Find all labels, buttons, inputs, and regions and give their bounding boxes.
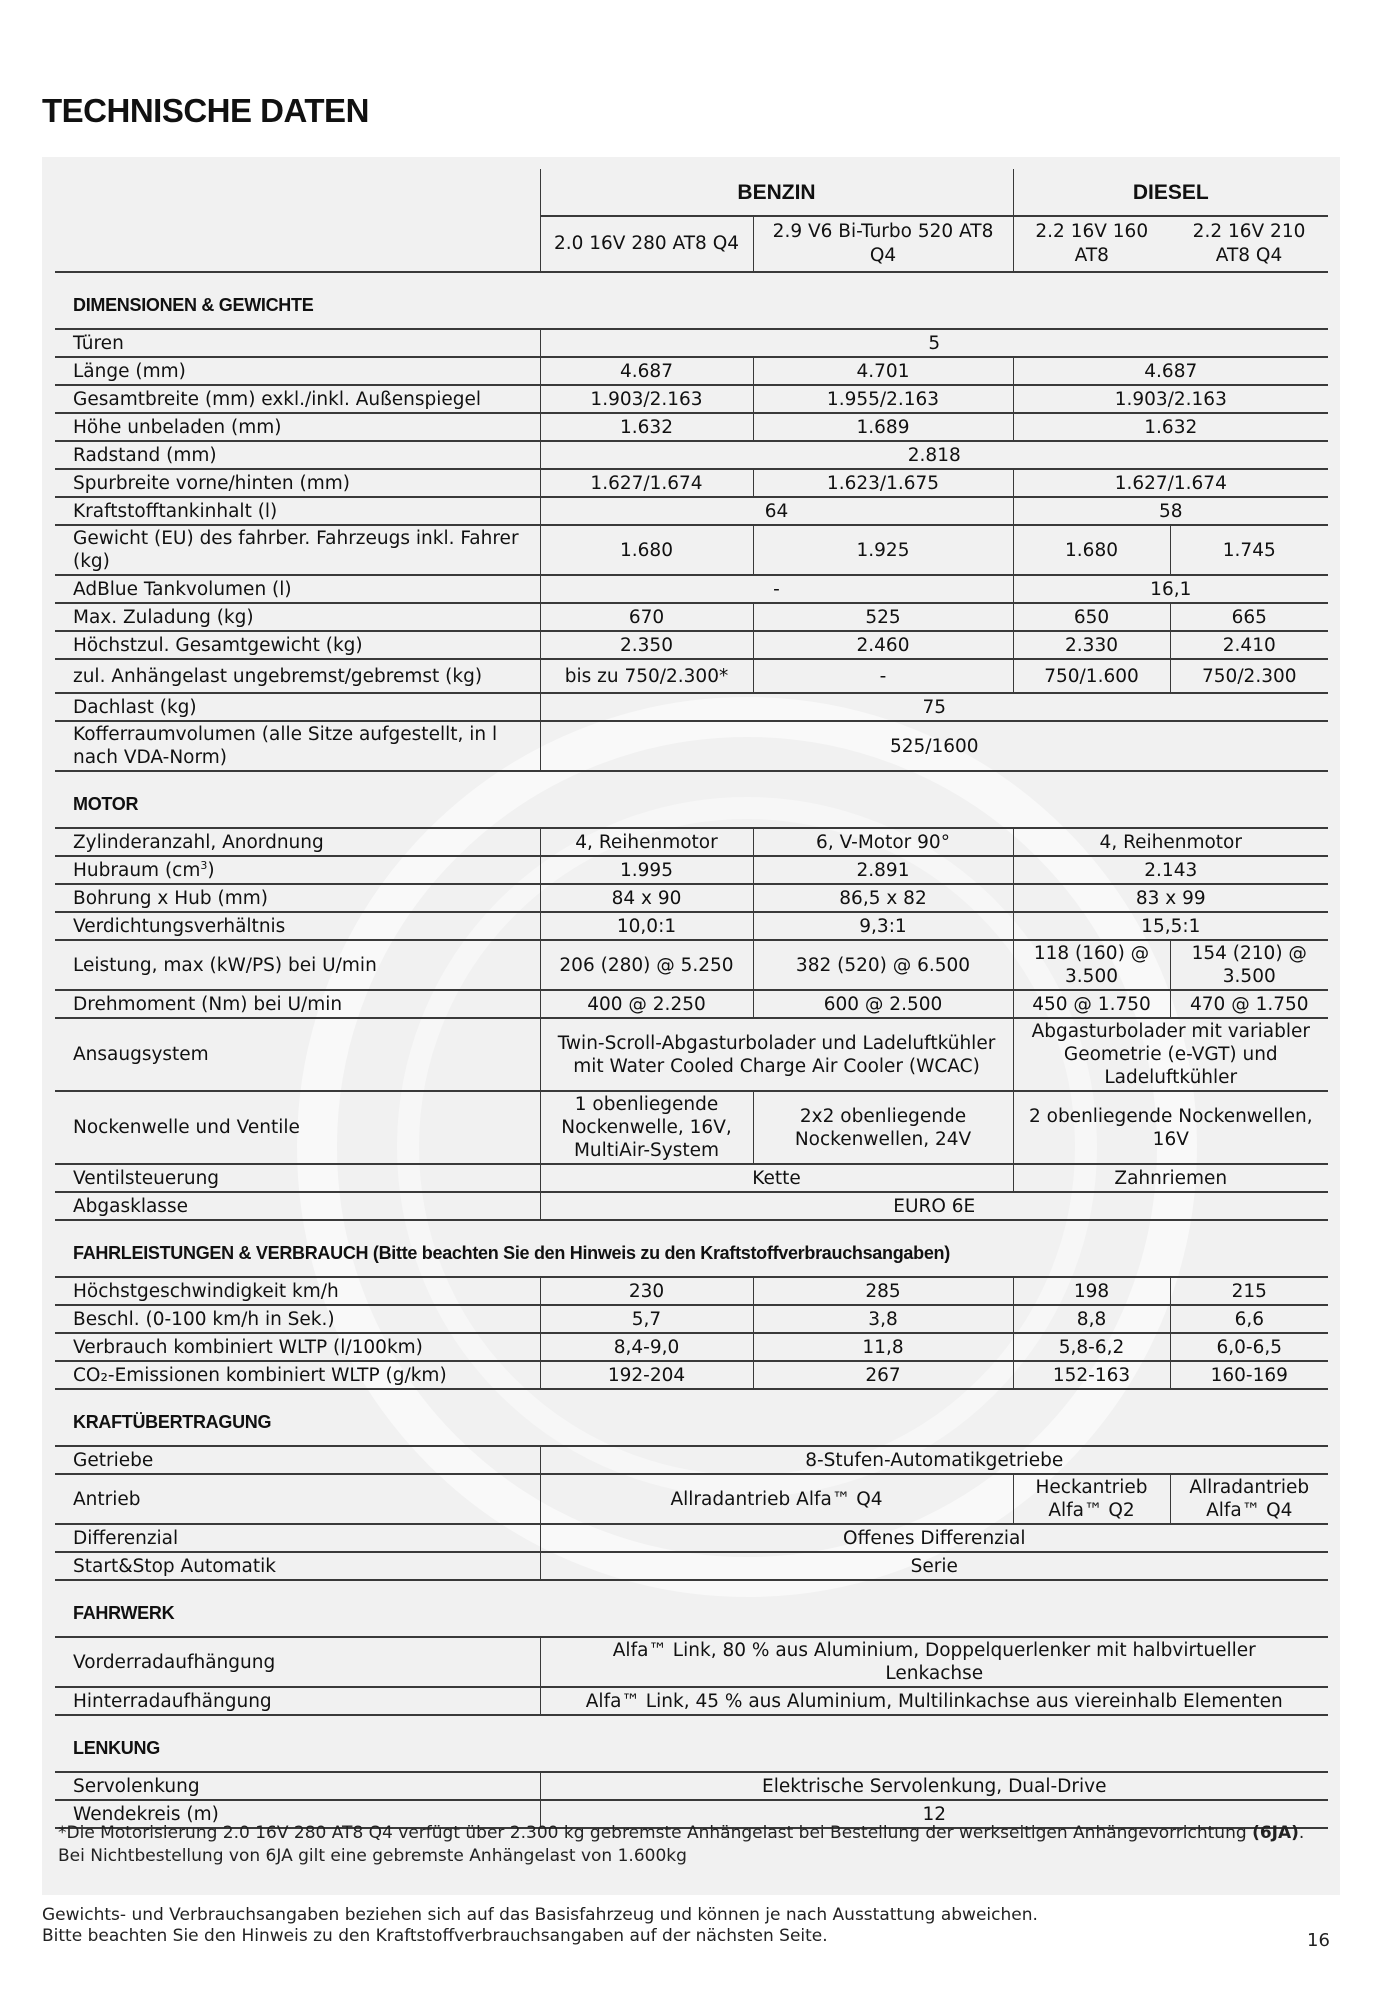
cell-value: 4.701 <box>753 357 1013 385</box>
cell-value: 1.925 <box>753 525 1013 575</box>
cell-value: 1.627/1.674 <box>540 469 753 497</box>
row-label: Max. Zuladung (kg) <box>55 603 540 631</box>
cell-value: 2.330 <box>1013 631 1170 659</box>
table-row <box>55 828 1328 856</box>
cell-value: 9,3:1 <box>753 912 1013 940</box>
cell-value: 75 <box>540 693 1328 721</box>
engine-header-row <box>55 216 1328 272</box>
table-row <box>55 856 1328 884</box>
row-label: Verbrauch kombiniert WLTP (l/100km) <box>55 1333 540 1361</box>
cell-value: 525/1600 <box>540 721 1328 771</box>
table-row <box>55 385 1328 413</box>
table-row <box>55 1192 1328 1220</box>
row-label: Getriebe <box>55 1446 540 1474</box>
table-row <box>55 912 1328 940</box>
cell-value: 1.745 <box>1170 525 1328 575</box>
cell-value: 2.818 <box>540 441 1328 469</box>
page-number: 16 <box>1307 1930 1330 1951</box>
technical-data-table <box>55 169 1328 1829</box>
cell-value: 1.623/1.675 <box>753 469 1013 497</box>
row-label: Länge (mm) <box>55 357 540 385</box>
cell-value: 215 <box>1170 1277 1328 1305</box>
cell-value: 2 obenliegende Nockenwellen, 16V <box>1013 1091 1328 1164</box>
row-label: Differenzial <box>55 1524 540 1552</box>
cell-value: 1.995 <box>540 856 753 884</box>
cell-value: 4, Reihenmotor <box>1013 828 1328 856</box>
cell-value: - <box>753 659 1013 693</box>
cell-value: 267 <box>753 1361 1013 1389</box>
table-row <box>55 721 1328 771</box>
cell-value: 650 <box>1013 603 1170 631</box>
section-title-performance: FAHRLEISTUNGEN & VERBRAUCH (Bitte beachten Sie den Hinweis zu den Kraftstoffverbrauchsangaben) <box>55 1220 1328 1277</box>
table-row <box>55 1552 1328 1580</box>
row-label: Ventilsteuerung <box>55 1164 540 1192</box>
row-label: Hubraum $(cm^3)$ <box>55 856 540 884</box>
cell-value: 2.143 <box>1013 856 1328 884</box>
row-label: Antrieb <box>55 1474 540 1524</box>
cell-value: 8-Stufen-Automatikgetriebe <box>540 1446 1328 1474</box>
cell-value: 665 <box>1170 603 1328 631</box>
row-label: zul. Anhängelast ungebremst/gebremst (kg) <box>55 659 540 693</box>
table-row <box>55 1277 1328 1305</box>
table-row <box>55 1305 1328 1333</box>
cell-value: 1 obenliegende Nockenwelle, 16V, MultiAir-System <box>540 1091 753 1164</box>
footer-line: Gewichts- und Verbrauchsangaben beziehen sich auf das Basisfahrzeug und können je nach Ausstattung abweichen. <box>42 1905 1038 1925</box>
cell-value: 152-163 <box>1013 1361 1170 1389</box>
cell-value: 5,8-6,2 <box>1013 1333 1170 1361</box>
table-row <box>55 1018 1328 1091</box>
cell-value: 525 <box>753 603 1013 631</box>
row-label: Radstand (mm) <box>55 441 540 469</box>
section-title-drivetrain: KRAFTÜBERTRAGUNG <box>55 1389 1328 1446</box>
table-row <box>55 1446 1328 1474</box>
cell-value: 83 x 99 <box>1013 884 1328 912</box>
row-label: Höhe unbeladen (mm) <box>55 413 540 441</box>
cell-value: 4.687 <box>540 357 753 385</box>
section-title-chassis: FAHRWERK <box>55 1580 1328 1637</box>
row-label: Nockenwelle und Ventile <box>55 1091 540 1164</box>
cell-value: 1.632 <box>1013 413 1328 441</box>
row-label: Türen <box>55 329 540 357</box>
engine-header: 2.0 16V 280 AT8 Q4 <box>540 216 753 272</box>
section-title-steering: LENKUNG <box>55 1715 1328 1772</box>
page-title: TECHNISCHE DATEN <box>42 92 369 129</box>
cell-value: Alfa™ Link, 45 % aus Aluminium, Multilinkachse aus viereinhalb Elementen <box>540 1687 1328 1715</box>
cell-value: 1.955/2.163 <box>753 385 1013 413</box>
table-row <box>55 940 1328 990</box>
page-footer <box>42 1905 1038 1947</box>
cell-value: Elektrische Servolenkung, Dual-Drive <box>540 1772 1328 1800</box>
table-row <box>55 441 1328 469</box>
cell-value: 1.903/2.163 <box>1013 385 1328 413</box>
table-row <box>55 1361 1328 1389</box>
cell-value: 470 @ 1.750 <box>1170 990 1328 1018</box>
cell-value: 750/2.300 <box>1170 659 1328 693</box>
cell-value: bis zu 750/2.300* <box>540 659 753 693</box>
row-label: Höchstgeschwindigkeit km/h <box>55 1277 540 1305</box>
table-row <box>55 497 1328 525</box>
table-row <box>55 1474 1328 1524</box>
table-row <box>55 1637 1328 1687</box>
cell-value: 1.627/1.674 <box>1013 469 1328 497</box>
cell-value: 192-204 <box>540 1361 753 1389</box>
table-row <box>55 1772 1328 1800</box>
cell-value: 750/1.600 <box>1013 659 1170 693</box>
cell-value: 12 <box>540 1800 1328 1828</box>
table-row <box>55 693 1328 721</box>
cell-value: 64 <box>540 497 1013 525</box>
table-row <box>55 525 1328 575</box>
cell-value: 8,4-9,0 <box>540 1333 753 1361</box>
table-row <box>55 603 1328 631</box>
cell-value: 6,0-6,5 <box>1170 1333 1328 1361</box>
cell-value: Abgasturbolader mit variabler Geometrie (e-VGT) und Ladeluftkühler <box>1013 1018 1328 1091</box>
table-row <box>55 575 1328 603</box>
table-row <box>55 884 1328 912</box>
cell-value: 160-169 <box>1170 1361 1328 1389</box>
cell-value: 2.410 <box>1170 631 1328 659</box>
cell-value: Allradantrieb Alfa™ Q4 <box>540 1474 1013 1524</box>
row-label: Start&Stop Automatik <box>55 1552 540 1580</box>
cell-value: Serie <box>540 1552 1328 1580</box>
cell-value: 11,8 <box>753 1333 1013 1361</box>
cell-value: 2x2 obenliegende Nockenwellen, 24V <box>753 1091 1013 1164</box>
cell-value: Zahnriemen <box>1013 1164 1328 1192</box>
section-title-motor: MOTOR <box>55 771 1328 828</box>
fuel-group-header-row <box>55 169 1328 216</box>
cell-value: 5 <box>540 329 1328 357</box>
cell-value: 4.687 <box>1013 357 1328 385</box>
row-label: AdBlue Tankvolumen (l) <box>55 575 540 603</box>
cell-value: 5,7 <box>540 1305 753 1333</box>
cell-value: - <box>540 575 1013 603</box>
cell-value: Heckantrieb Alfa™ Q2 <box>1013 1474 1170 1524</box>
cell-value: 6,6 <box>1170 1305 1328 1333</box>
footnote: *Die Motorisierung 2.0 16V 280 AT8 Q4 verfügt über 2.300 kg gebremste Anhängelast bei Bestellung der werkseitigen Anhängevorrichtung (6JA). Bei Nichtbestellung von 6JA gilt eine gebremste Anhängelast von 1.600kg <box>58 1823 1305 1866</box>
row-label: Servolenkung <box>55 1772 540 1800</box>
cell-value: 58 <box>1013 497 1328 525</box>
cell-value: 382 (520) @ 6.500 <box>753 940 1013 990</box>
cell-value: Alfa™ Link, 80 % aus Aluminium, Doppelquerlenker mit halbvirtueller Lenkachse <box>540 1637 1328 1687</box>
row-label: Höchstzul. Gesamtgewicht (kg) <box>55 631 540 659</box>
row-label: Vorderradaufhängung <box>55 1637 540 1687</box>
row-label: Kofferraumvolumen (alle Sitze aufgestellt, in l nach VDA-Norm) <box>55 721 540 771</box>
cell-value: 4, Reihenmotor <box>540 828 753 856</box>
table-row <box>55 1524 1328 1552</box>
cell-value: 230 <box>540 1277 753 1305</box>
cell-value: 154 (210) @ 3.500 <box>1170 940 1328 990</box>
table-row <box>55 329 1328 357</box>
cell-value: 285 <box>753 1277 1013 1305</box>
cell-value: 118 (160) @ 3.500 <box>1013 940 1170 990</box>
cell-value: 15,5:1 <box>1013 912 1328 940</box>
cell-value: 600 @ 2.500 <box>753 990 1013 1018</box>
row-label: Drehmoment (Nm) bei U/min <box>55 990 540 1018</box>
row-label: Verdichtungsverhältnis <box>55 912 540 940</box>
cell-value: 2.891 <box>753 856 1013 884</box>
table-row <box>55 659 1328 693</box>
cell-value: Offenes Differenzial <box>540 1524 1328 1552</box>
row-label: Gewicht (EU) des fahrber. Fahrzeugs inkl. Fahrer (kg) <box>55 525 540 575</box>
row-label: Ansaugsystem <box>55 1018 540 1091</box>
cell-value: 1.680 <box>540 525 753 575</box>
table-row <box>55 631 1328 659</box>
cell-value: 1.632 <box>540 413 753 441</box>
row-label: Dachlast (kg) <box>55 693 540 721</box>
cell-value: Allradantrieb Alfa™ Q4 <box>1170 1474 1328 1524</box>
fuel-group-diesel: DIESEL <box>1013 169 1328 216</box>
table-row <box>55 357 1328 385</box>
row-label: Wendekreis (m) <box>55 1800 540 1828</box>
cell-value: 84 x 90 <box>540 884 753 912</box>
table-row <box>55 1333 1328 1361</box>
row-label: Spurbreite vorne/hinten (mm) <box>55 469 540 497</box>
row-label: Zylinderanzahl, Anordnung <box>55 828 540 856</box>
cell-value: 198 <box>1013 1277 1170 1305</box>
cell-value: EURO 6E <box>540 1192 1328 1220</box>
cell-value: 2.460 <box>753 631 1013 659</box>
fuel-group-benzin: BENZIN <box>540 169 1013 216</box>
cell-value: 86,5 x 82 <box>753 884 1013 912</box>
cell-value: 16,1 <box>1013 575 1328 603</box>
engine-header: 2.9 V6 Bi-Turbo 520 AT8 Q4 <box>753 216 1013 272</box>
cell-value: 1.903/2.163 <box>540 385 753 413</box>
cell-value: 3,8 <box>753 1305 1013 1333</box>
table-row <box>55 469 1328 497</box>
row-label: Gesamtbreite (mm) exkl./inkl. Außenspiegel <box>55 385 540 413</box>
footer-line: Bitte beachten Sie den Hinweis zu den Kraftstoffverbrauchsangaben auf der nächsten Seite. <box>42 1926 828 1946</box>
table-row <box>55 413 1328 441</box>
cell-value: 1.680 <box>1013 525 1170 575</box>
row-label: Hinterradaufhängung <box>55 1687 540 1715</box>
cell-value: 670 <box>540 603 753 631</box>
engine-header: 2.2 16V 210 AT8 Q4 <box>1170 216 1328 272</box>
cell-value: 10,0:1 <box>540 912 753 940</box>
row-label: Bohrung x Hub (mm) <box>55 884 540 912</box>
cell-value: 2.350 <box>540 631 753 659</box>
row-label: Leistung, max (kW/PS) bei U/min <box>55 940 540 990</box>
row-label: Beschl. (0-100 km/h in Sek.) <box>55 1305 540 1333</box>
row-label: Abgasklasse <box>55 1192 540 1220</box>
row-label: Kraftstofftankinhalt (l) <box>55 497 540 525</box>
cell-value: 400 @ 2.250 <box>540 990 753 1018</box>
engine-header: 2.2 16V 160 AT8 <box>1013 216 1170 272</box>
cell-value: Twin-Scroll-Abgasturbolader und Ladeluftkühler mit Water Cooled Charge Air Cooler (WCAC) <box>540 1018 1013 1091</box>
cell-value: 8,8 <box>1013 1305 1170 1333</box>
table-row <box>55 1091 1328 1164</box>
row-label: CO₂-Emissionen kombiniert WLTP (g/km) <box>55 1361 540 1389</box>
table-row <box>55 990 1328 1018</box>
cell-value: Kette <box>540 1164 1013 1192</box>
table-row <box>55 1687 1328 1715</box>
cell-value: 450 @ 1.750 <box>1013 990 1170 1018</box>
section-title-dimensions: DIMENSIONEN & GEWICHTE <box>55 272 1328 329</box>
cell-value: 1.689 <box>753 413 1013 441</box>
table-row <box>55 1164 1328 1192</box>
cell-value: 6, V-Motor 90° <box>753 828 1013 856</box>
cell-value: 206 (280) @ 5.250 <box>540 940 753 990</box>
